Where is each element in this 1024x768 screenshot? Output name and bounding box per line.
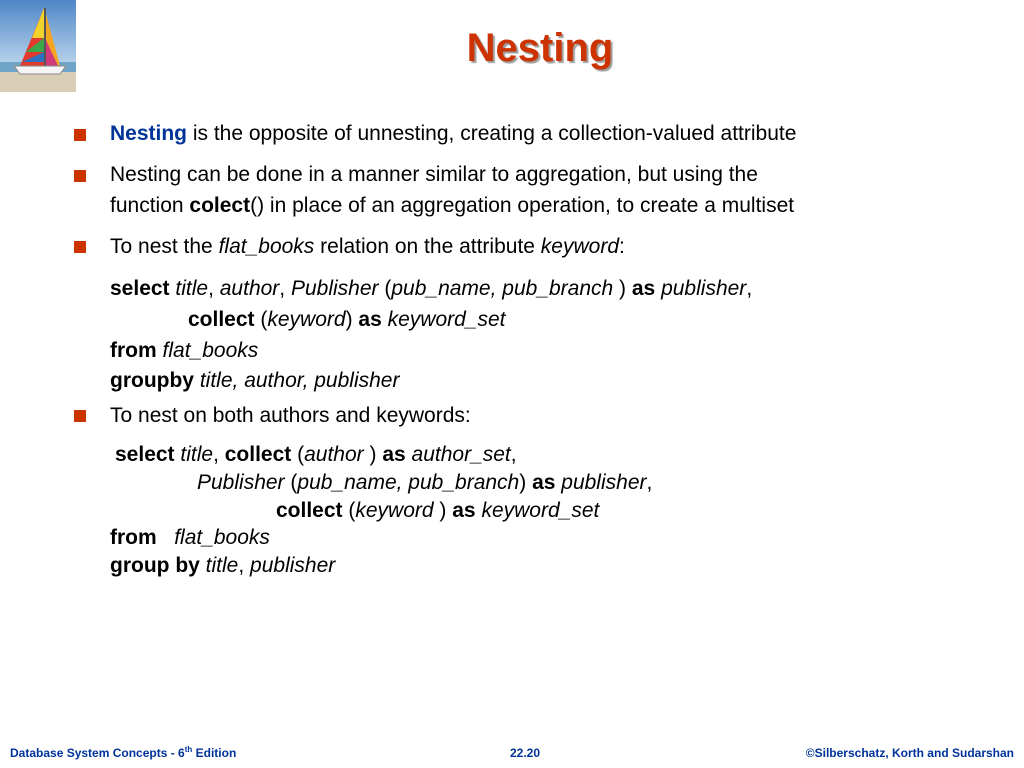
query-2-line-2 [197,469,652,497]
kw-as: as [532,471,556,494]
bullet-3-pre: To nest the [110,235,219,258]
q2-comma: , [646,471,653,494]
q2-publisher: publisher [561,471,647,494]
bullet-1 [110,118,990,149]
q1-paren: ) [613,277,632,300]
q1-publisher: publisher [661,277,747,300]
q1-title: title [175,277,209,300]
q2-paren: ) [433,499,453,522]
query-2-line-1 [115,441,517,469]
query-2-line-4 [110,524,270,552]
q1-keyword: keyword [267,308,346,331]
kw-collect: collect [188,308,255,331]
query-2-line-5 [110,552,335,580]
footer-book-title-text: Database System Concepts - 6 [10,746,185,760]
kw-collect: collect [276,499,343,522]
square-bullet-icon [74,129,86,141]
square-bullet-icon [74,410,86,422]
relation-flat-books: flat_books [218,235,315,258]
q1-publisher-type: Publisher [290,277,379,300]
kw-select: select [115,443,175,466]
bullet-4: To nest on both authors and keywords: [110,404,471,427]
q2-author-set: author_set [411,443,511,466]
kw-as: as [382,443,406,466]
q1-author: author [219,277,280,300]
q2-publisher: publisher [250,554,336,577]
q2-paren: ( [291,443,305,466]
query-1-line-1 [110,275,752,303]
kw-group-by: group by [110,554,200,577]
bullet-1-text: is the opposite of unnesting, creating a collection-valued attribute [187,122,797,145]
q1-comma: , [746,277,753,300]
bullet-3 [110,231,990,262]
square-bullet-icon [74,170,86,182]
q2-paren: ) [363,443,383,466]
kw-select: select [110,277,170,300]
bullet-2-line-2-post: () in place of an aggregation operation, to create a multiset [250,194,795,217]
page-title: Nesting [466,26,614,70]
q1-keyword-set: keyword_set [387,308,506,331]
q2-paren: ( [342,499,356,522]
kw-as: as [631,277,656,300]
q2-space [157,526,175,549]
kw-collect: collect [224,443,292,466]
query-1-line-4 [110,367,399,395]
footer-edition-sup: th [184,745,193,754]
bullet-2-line-1: Nesting can be done in a manner similar to aggregation, but using the [110,163,758,186]
kw-as: as [358,308,382,331]
kw-from: from [110,526,157,549]
footer-slide-number: 22.20 [510,746,541,760]
q2-comma: , [510,443,517,466]
q1-comma: , [208,277,220,300]
query-1-line-2 [188,306,505,334]
q1-paren: ( [254,308,268,331]
q1-pub-fields: pub_name, pub_branch [391,277,614,300]
query-2-line-3 [276,497,599,525]
q1-paren: ( [378,277,392,300]
q2-comma: , [238,554,251,577]
q2-title: title [205,554,239,577]
function-colect: colect [189,194,251,217]
q2-paren: ( [284,471,298,494]
q2-keyword: keyword [355,499,434,522]
q1-flat-books: flat_books [162,339,259,362]
q1-paren: ) [345,308,359,331]
kw-as: as [452,499,476,522]
q2-pub-fields: pub_name, pub_branch [297,471,520,494]
kw-groupby: groupby [110,369,194,392]
q2-author: author [304,443,364,466]
q2-keyword-set: keyword_set [481,499,600,522]
q2-paren: ) [519,471,533,494]
attribute-keyword: keyword [540,235,619,258]
bullet-2-line-2 [110,190,990,221]
square-bullet-icon [74,241,86,253]
footer-edition-text: Edition [192,746,237,760]
bullet-3-mid: relation on the attribute [314,235,541,258]
kw-from: from [110,339,157,362]
bullet-2 [110,159,990,221]
q2-title: title [180,443,214,466]
query-1-line-3 [110,337,258,365]
q2-flat-books: flat_books [174,526,270,549]
bullet-3-post: : [619,235,625,258]
footer-copyright: ©Silberschatz, Korth and Sudarshan [805,746,1014,760]
q2-publisher-type: Publisher [197,471,285,494]
q1-group-attrs: title, author, publisher [199,369,400,392]
q2-comma: , [213,443,225,466]
term-nesting: Nesting [110,122,188,145]
bullet-2-line-2-pre: function [110,194,190,217]
q1-comma: , [279,277,291,300]
footer-book-title [10,746,236,760]
